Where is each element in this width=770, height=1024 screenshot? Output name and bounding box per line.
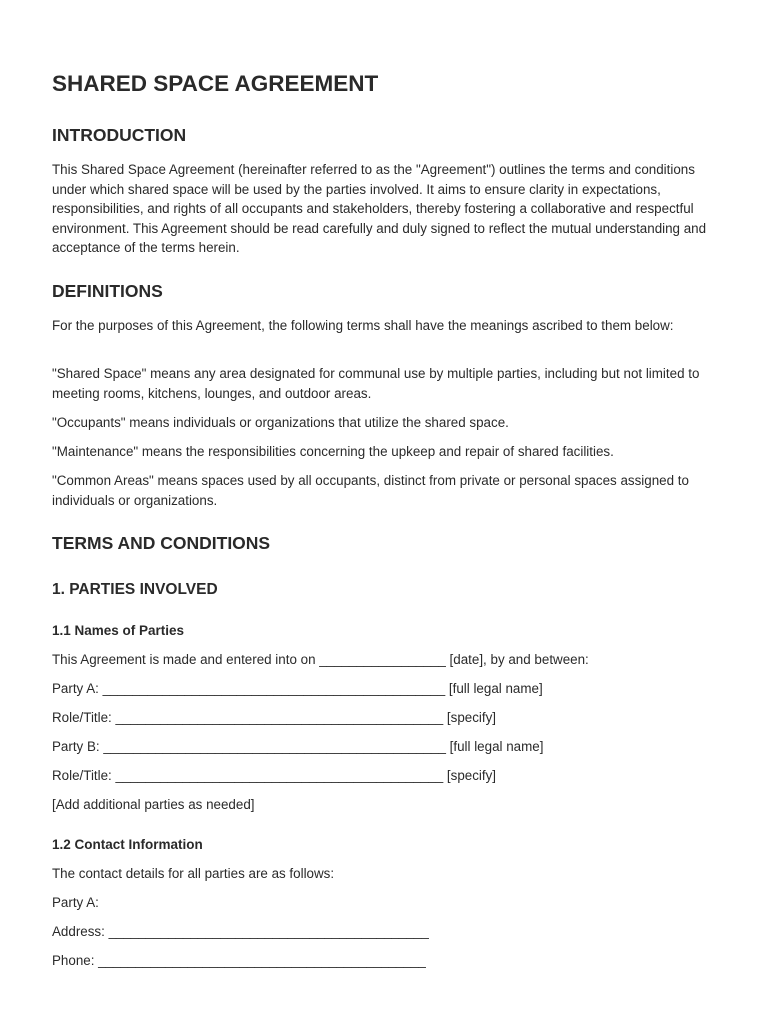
party-a-role-line: Role/Title: ____________________________________________ [specify]: [52, 710, 497, 725]
definitions-intro: For the purposes of this Agreement, the following terms shall have the meanings ascribed to them below:: [52, 318, 674, 333]
definition-maintenance: "Maintenance" means the responsibilities concerning the upkeep and repair of shared facilities.: [52, 444, 614, 459]
party-a-name-line: Party A: ______________________________________________ [full legal name]: [52, 681, 543, 696]
agreement-date-line: This Agreement is made and entered into on _________________ [date], by and between:: [52, 652, 589, 667]
definition-common-areas: "Common Areas" means spaces used by all occupants, distinct from private or personal spaces assigned to individuals or organizations.: [52, 473, 689, 508]
section-1-heading: 1. PARTIES INVOLVED: [52, 581, 218, 598]
introduction-heading: INTRODUCTION: [52, 125, 187, 145]
definitions-heading: DEFINITIONS: [52, 281, 163, 301]
terms-heading: TERMS AND CONDITIONS: [52, 533, 271, 553]
party-b-role-line: Role/Title: ____________________________________________ [specify]: [52, 768, 497, 783]
section-1-1-heading: 1.1 Names of Parties: [52, 623, 185, 638]
introduction-paragraph: This Shared Space Agreement (hereinafter referred to as the "Agreement") outlines the terms and conditions under which shared space will be used by the parties involved. It aims to ensure clarity in expectations, responsibilities, and rights of all occupants and stakeholders, thereby fostering a collaborative and respectful environment. This Agreement should be read carefully and duly signed to reflect the mutual understanding and acceptance of the terms herein.: [52, 162, 707, 256]
party-b-name-line: Party B: ______________________________________________ [full legal name]: [52, 739, 544, 754]
definition-shared-space: "Shared Space" means any area designated for communal use by multiple parties, including but not limited to meeting rooms, kitchens, lounges, and outdoor areas.: [52, 366, 700, 401]
contact-phone-line: Phone: ____________________________________________: [52, 953, 426, 968]
definition-occupants: "Occupants" means individuals or organizations that utilize the shared space.: [52, 415, 509, 430]
contact-intro-line: The contact details for all parties are as follows:: [52, 866, 335, 881]
additional-parties-note: [Add additional parties as needed]: [52, 797, 255, 812]
contact-address-line: Address: ___________________________________________: [52, 924, 429, 939]
section-1-2-heading: 1.2 Contact Information: [52, 837, 203, 852]
document-title: SHARED SPACE AGREEMENT: [52, 71, 379, 96]
contact-party-a-label: Party A:: [52, 895, 99, 910]
